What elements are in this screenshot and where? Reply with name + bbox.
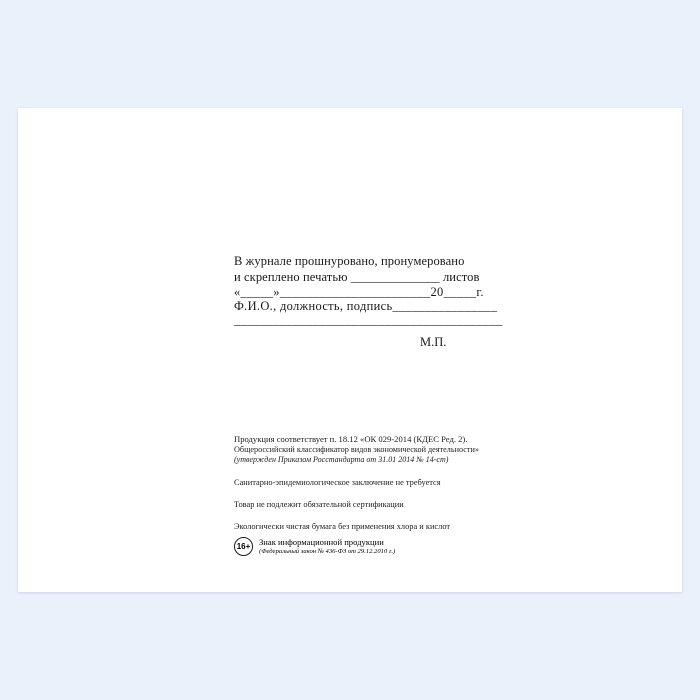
stamp-place-label: М.П.: [420, 335, 447, 349]
age-rating-badge-icon: 16+: [234, 537, 253, 556]
footer-notes: [234, 434, 554, 532]
footer-ecology-line: Экологически чистая бумага без применения хлора и кислот: [234, 521, 451, 531]
certification-date-line: «_____»_______________________20_____г.: [234, 285, 484, 299]
footer-compliance-line: Продукция соответствует п. 18.12 «ОК 029-2014 (КДЕС Ред. 2).: [234, 434, 468, 444]
footer-sanitary-line: Санитарно-эпидемиологическое заключение не требуется: [234, 477, 441, 487]
footer-classifier-line: Общероссийский классификатор видов экономической деятельности»: [234, 444, 479, 454]
age-rating-mark: [234, 537, 395, 556]
certification-block: [234, 253, 534, 349]
age-rating-law: (Федеральный закон № 436-ФЗ от 29.12.2010 г.): [259, 548, 396, 555]
certification-blank-line: _________________________________________: [234, 313, 503, 327]
footer-spacer-1: [234, 466, 554, 477]
footer-spacer-3: [234, 510, 554, 521]
certification-signature-line: Ф.И.О., должность, подпись________________: [234, 299, 498, 313]
footer-approval-line: (утвержден Приказом Росстандарта от 31.01 2014 № 14-ст): [234, 455, 449, 464]
footer-certification-line: Товар не подлежит обязательной сертификации: [234, 499, 404, 509]
footer-spacer-2: [234, 488, 554, 499]
certification-line-2: и скреплено печатью ______________ листов: [234, 270, 480, 284]
age-rating-title: Знак информационной продукции: [259, 537, 384, 547]
certification-line-1: В журнале прошнуровано, пронумеровано: [234, 254, 465, 268]
document-page: [18, 108, 682, 592]
age-rating-texts: [259, 537, 395, 556]
